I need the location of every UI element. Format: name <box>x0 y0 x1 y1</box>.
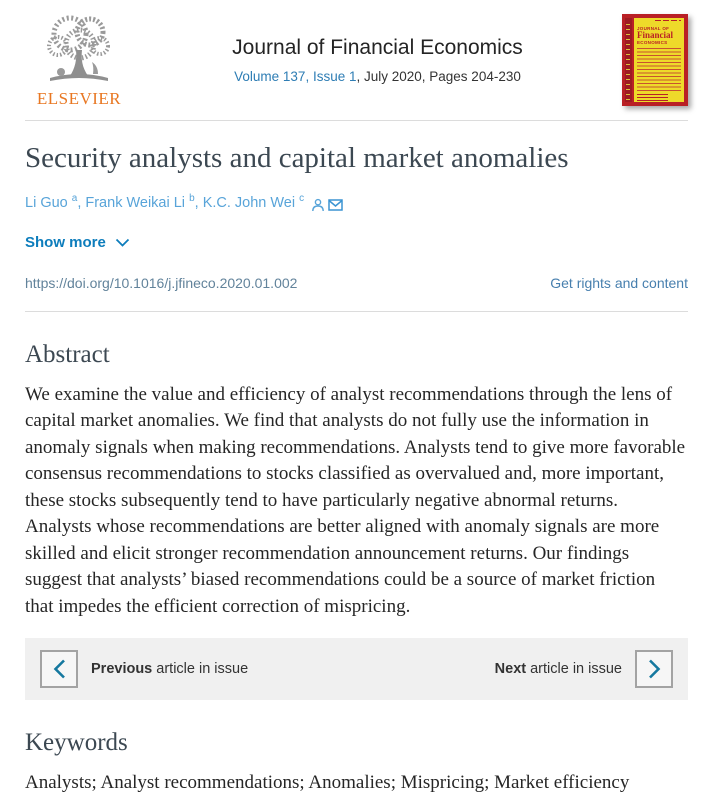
issue-line <box>133 69 622 84</box>
next-article-link[interactable]: Next article in issue <box>494 661 622 678</box>
cover-contents-lines <box>637 48 681 92</box>
title-block-divider <box>25 311 688 312</box>
cover-title-line2: Financial <box>637 30 674 40</box>
journal-title[interactable]: Journal of Financial Economics <box>232 36 523 59</box>
author-link[interactable]: Frank Weikai Li $^b$ <box>85 193 195 211</box>
keywords-text: Analysts; Analyst recommendations; Anomalies; Mispricing; Market efficiency <box>25 772 630 794</box>
author-link[interactable]: Li Guo $^a$ <box>25 193 78 211</box>
author-link[interactable]: K.C. John Wei $^c$ <box>202 193 305 211</box>
chevron-left-icon <box>53 659 66 679</box>
keywords-heading: Keywords <box>25 729 128 757</box>
author-icon-group <box>308 197 343 213</box>
doi-row <box>25 275 688 291</box>
abstract-text: We examine the value and efficiency of analyst recommendations through the lens of capital market anomalies. We find that analysts do not fully use the information in anomaly signals when making recommendations. Analysts tend to give more favorable consensus recommendations to stocks classified as overvalued and, more important, these stocks subsequently tend to have particularly negative abnormal returns. Analysts whose recommendations are better aligned with anomaly signals are more skilled and elicit stronger recommendation announcement returns. Our findings suggest that analysts’ biased recommendations could be a source of market friction that impedes the efficient correction of mispricing. <box>25 383 686 617</box>
next-article-group <box>495 650 673 688</box>
get-rights-link[interactable]: Get rights and content <box>550 274 688 291</box>
author-person-icon[interactable] <box>311 198 325 212</box>
header-divider <box>25 120 688 121</box>
author-list: Li Guo $^a$, Frank Weikai Li $^b$, K.C. John Wei $^c$ <box>25 193 305 211</box>
issue-navigation-bar <box>25 638 688 700</box>
abstract-heading: Abstract <box>25 340 110 368</box>
chevron-right-icon <box>648 659 661 679</box>
previous-article-link[interactable]: Previous article in issue <box>91 661 249 678</box>
elsevier-wordmark: ELSEVIER <box>36 89 122 108</box>
next-article-button[interactable] <box>635 650 673 688</box>
volume-issue-link[interactable]: Volume 137, Issue 1 <box>234 69 357 84</box>
cover-front <box>634 18 684 102</box>
issue-date-pages: , July 2020, Pages 204-230 <box>356 69 521 84</box>
chevron-down-icon <box>115 238 130 247</box>
show-more-button[interactable] <box>25 234 130 251</box>
elsevier-logo[interactable] <box>25 12 133 109</box>
doi-link[interactable]: https://doi.org/10.1016/j.jfineco.2020.01.002 <box>25 274 298 291</box>
author-row <box>25 193 688 213</box>
elsevier-tree-icon <box>25 12 133 88</box>
show-more-label: Show more <box>25 233 106 251</box>
article-title: Security analysts and capital market anomalies <box>25 142 569 174</box>
cover-title-line3: ECONOMICS <box>637 40 668 45</box>
journal-header <box>25 0 688 120</box>
journal-title-block <box>133 12 622 84</box>
previous-article-group <box>40 650 248 688</box>
previous-article-button[interactable] <box>40 650 78 688</box>
cover-footer-lines <box>637 94 668 102</box>
cover-spine <box>625 18 632 102</box>
cover-title-line1: JOURNAL OF <box>637 26 670 31</box>
cover-issue-info <box>637 20 681 25</box>
journal-cover-thumbnail[interactable] <box>622 14 688 106</box>
corresponding-author-email-icon[interactable] <box>328 199 343 211</box>
